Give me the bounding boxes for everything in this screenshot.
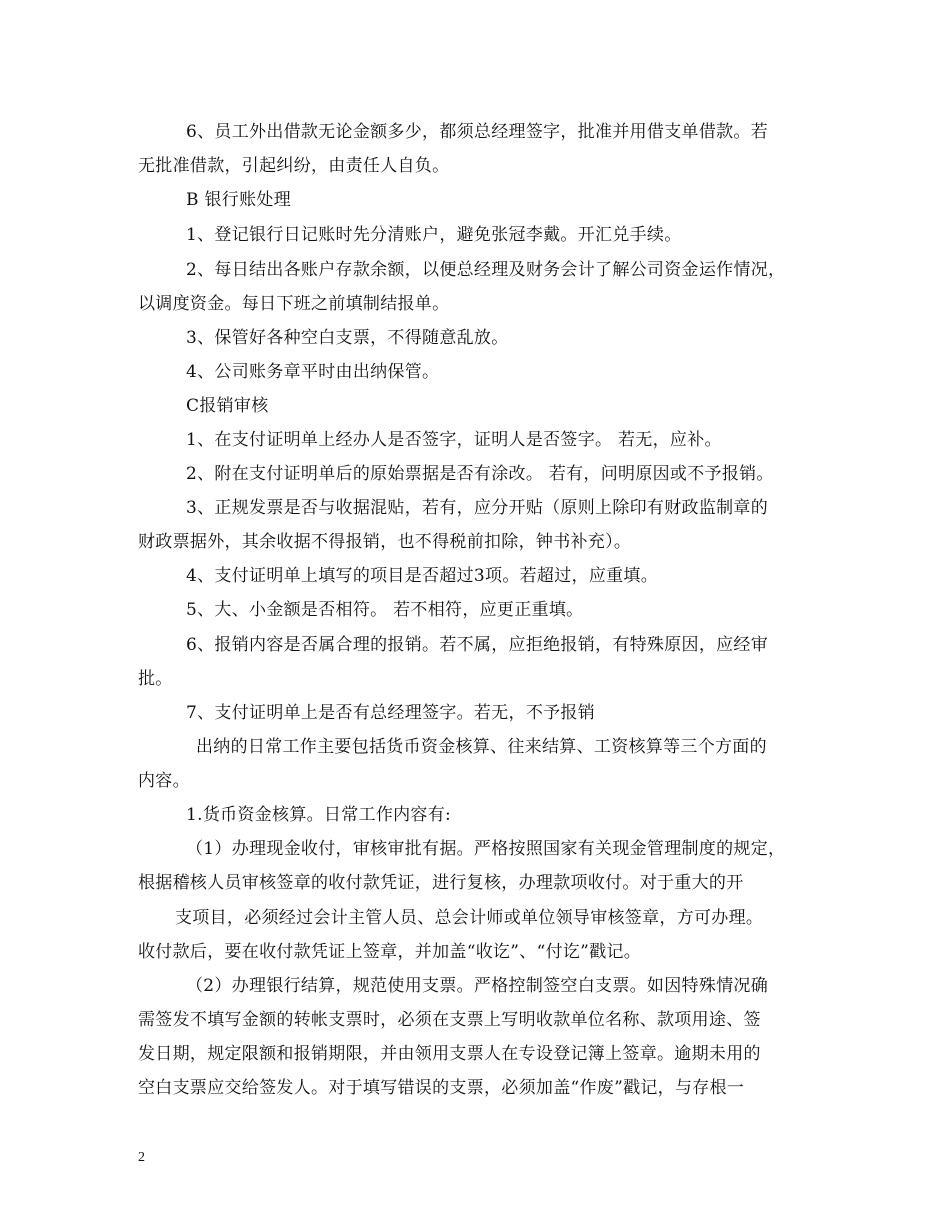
page-number: 2: [138, 1150, 145, 1165]
text-line: （1）办理现金收付，审核审批有据。严格按照国家有关现金管理制度的规定，: [186, 839, 786, 859]
section-heading: C报销审核: [186, 396, 269, 416]
section-heading: B 银行账处理: [186, 190, 291, 210]
text-line: 内容。: [138, 771, 190, 791]
text-line: 1.货币资金核算。日常工作内容有:: [186, 805, 452, 825]
text-line: 2、每日结出各账户存款余额，以便总经理及财务会计了解公司资金运作情况，: [186, 260, 786, 280]
text-line: 需签发不填写金额的转帐支票时，必须在支票上写明收款单位名称、款项用途、签: [138, 1010, 761, 1030]
text-line: 4、公司账务章平时由出纳保管。: [186, 362, 440, 382]
text-line: 出纳的日常工作主要包括货币资金核算、往来结算、工资核算等三个方面的: [196, 737, 767, 757]
text-line: 3、正规发票是否与收据混贴，若有，应分开贴（原则上除印有财政监制章的: [186, 498, 769, 518]
text-line: 1、在支付证明单上经办人是否签字，证明人是否签字。 若无，应补。: [186, 430, 722, 450]
text-line: 根据稽核人员审核签章的收付款凭证，进行复核，办理款项收付。对于重大的开: [138, 873, 744, 893]
text-line: 发日期，规定限额和报销期限，并由领用支票人在专设登记簿上签章。逾期未用的: [138, 1044, 761, 1064]
text-line: 6、报销内容是否属合理的报销。若不属，应拒绝报销，有特殊原因，应经审: [186, 635, 769, 655]
text-line: 4、支付证明单上填写的项目是否超过3项。若超过，应重填。: [186, 566, 659, 586]
text-line: 3、保管好各种空白支票，不得随意乱放。: [186, 328, 509, 348]
text-line: 5、大、小金额是否相符。 若不相符，应更正重填。: [186, 600, 584, 620]
text-line: （2）办理银行结算，规范使用支票。严格控制签空白支票。如因特殊情况确: [186, 976, 769, 996]
text-line: 无批准借款，引起纠纷，由责任人自负。: [138, 156, 450, 176]
text-line: 1、登记银行日记账时先分清账户，避免张冠李戴。开汇兑手续。: [186, 225, 682, 245]
text-line: 以调度资金。每日下班之前填制结报单。: [138, 294, 450, 314]
text-line: 2、附在支付证明单后的原始票据是否有涂改。 若有，问明原因或不予报销。: [186, 464, 774, 484]
text-line: 支项目，必须经过会计主管人员、总会计师或单位领导审核签章，方可办理。: [175, 908, 764, 928]
text-line: 6、员工外出借款无论金额多少，都须总经理签字，批准并用借支单借款。若: [186, 122, 769, 142]
text-line: 7、支付证明单上是否有总经理签字。若无，不予报销: [186, 703, 596, 723]
text-line: 财政票据外，其余收据不得报销，也不得税前扣除，钟书补充）。: [138, 532, 632, 552]
text-line: 空白支票应交给签发人。对于填写错误的支票，必须加盖“作废”戳记，与存根一: [138, 1078, 745, 1098]
text-line: 收付款后，要在收付款凭证上签章，并加盖“收讫”、“付讫”戳记。: [138, 942, 642, 962]
text-line: 批。: [138, 669, 173, 689]
